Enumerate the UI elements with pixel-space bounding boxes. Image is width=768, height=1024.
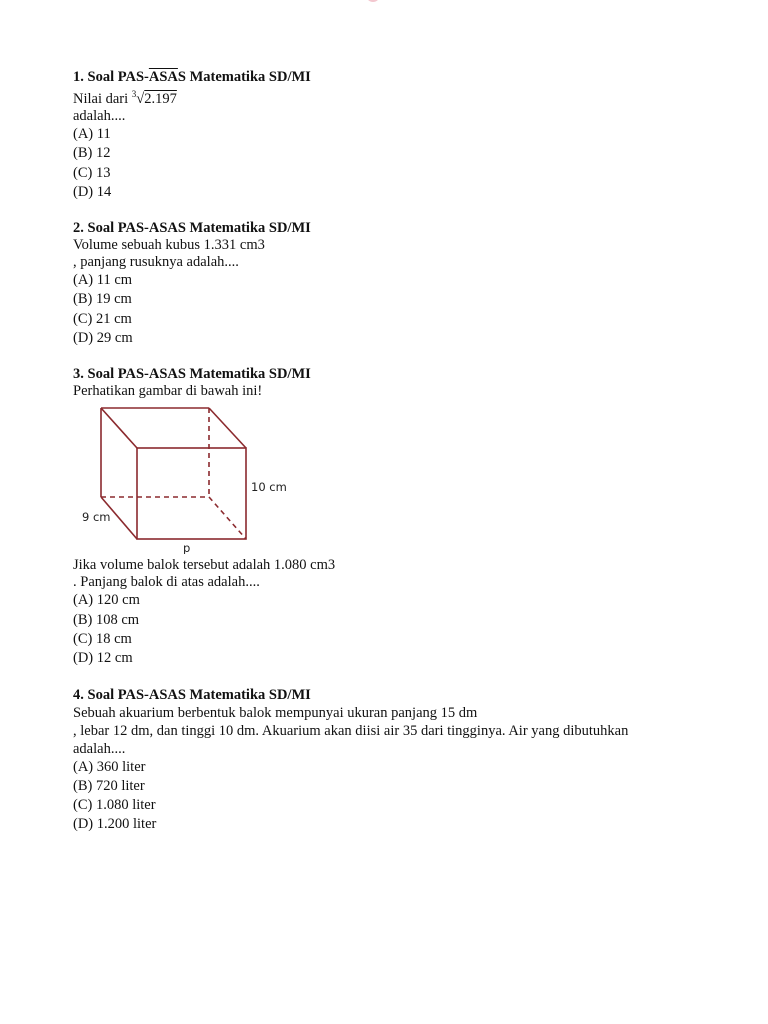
title-text-overlined: $\overline{ASA}$ [148, 69, 178, 85]
option-b: (B) 19 cm [73, 291, 132, 308]
option-a: (A) 11 [73, 126, 111, 142]
option-a: (A) 120 cm [73, 592, 140, 609]
question-4 [73, 686, 693, 835]
option-d: (D) 14 [73, 183, 112, 200]
title-text: S Matematika SD/MI [177, 69, 311, 85]
option-d: (D) 1.200 liter [73, 816, 157, 833]
option-d: (D) 29 cm [73, 330, 133, 347]
top-decoration [366, 0, 380, 2]
option-b: (B) 108 cm [73, 611, 140, 628]
width-label: 9 cm [82, 510, 111, 525]
question-title: 3. Soal PAS-ASAS Matematika SD/MI [73, 366, 311, 383]
question-stem: Volume sebuah kubus 1.331 cm3 [73, 237, 265, 254]
question-stem-continued: adalah.... [73, 740, 126, 757]
question-stem-continued: , panjang rusuknya adalah.... [73, 254, 239, 271]
question-stem-continued: , lebar 12 dm, dan tinggi 10 dm. Akuarium akan diisi air 35 dari tingginya. Air yang dibutuhkan [73, 722, 629, 739]
length-label: p [183, 541, 191, 555]
root-index: 3 [131, 89, 137, 99]
bottom-right-depth-edge-hidden [209, 497, 246, 539]
question-title: 4. Soal PAS-ASAS Matematika SD/MI [73, 686, 311, 703]
option-d: (D) 12 cm [73, 650, 133, 667]
question-stem: Perhatikan gambar di bawah ini! [73, 383, 263, 400]
question-stem-continued: Jika volume balok tersebut adalah 1.080 cm3 [73, 557, 336, 574]
title-text: 1. Soal PAS- [73, 69, 149, 85]
question-2 [73, 219, 693, 348]
option-a: (A) 360 liter [73, 758, 146, 775]
cuboid-diagram [73, 404, 293, 554]
option-c: (C) 18 cm [73, 630, 132, 647]
question-title [73, 68, 693, 86]
document-page [73, 68, 693, 852]
height-label: 10 cm [251, 480, 287, 495]
stem-text: Nilai dari [73, 91, 132, 107]
root-symbol: √ [136, 91, 145, 107]
option-c: (C) 21 cm [73, 310, 132, 327]
question-stem-continued: . Panjang balok di atas adalah.... [73, 574, 260, 591]
question-stem-continued: adalah.... [73, 108, 126, 124]
question-1 [73, 68, 693, 202]
option-b: (B) 12 [73, 145, 111, 162]
option-b: (B) 720 liter [73, 777, 145, 794]
question-stem [73, 86, 693, 108]
option-c: (C) 1.080 liter [73, 797, 156, 814]
question-stem: Sebuah akuarium berbentuk balok mempunyai ukuran panjang 15 dm [73, 704, 478, 721]
top-right-depth-edge [209, 408, 246, 448]
option-a: (A) 11 cm [73, 272, 133, 289]
question-3 [73, 365, 693, 668]
top-left-depth-edge [101, 408, 137, 448]
front-face [137, 448, 246, 539]
option-c: (C) 13 [73, 164, 111, 181]
root-value: 2.197 [144, 91, 177, 107]
cuboid-figure [73, 404, 293, 554]
question-title: 2. Soal PAS-ASAS Matematika SD/MI [73, 220, 311, 237]
